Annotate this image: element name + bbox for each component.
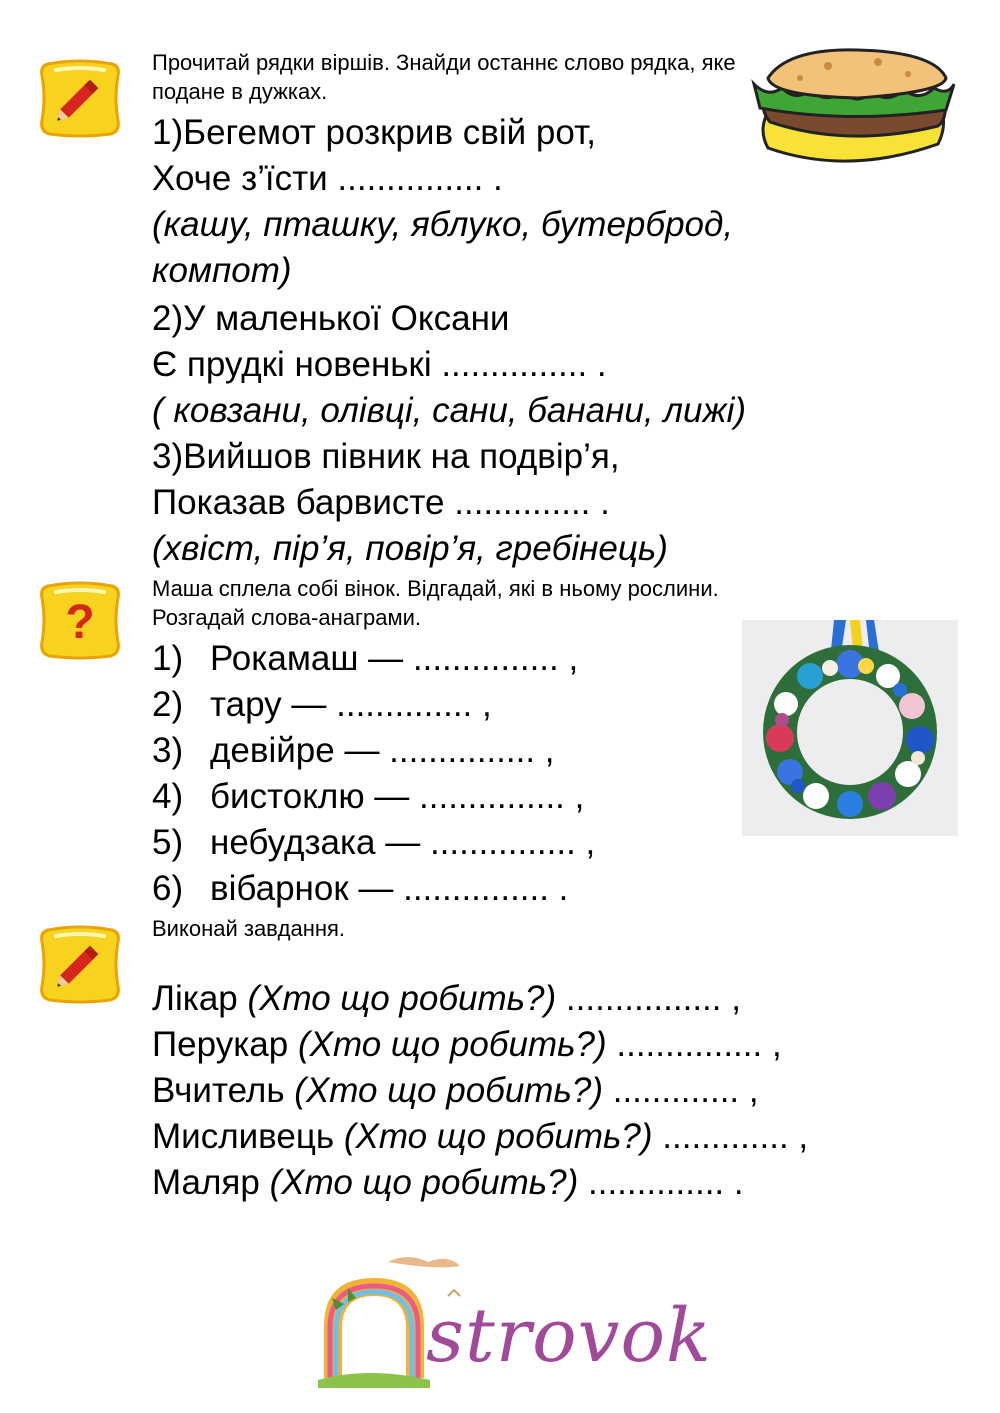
anagram-item: 1) Рокамаш — ............... , [152, 639, 579, 678]
question-badge [38, 578, 122, 662]
task-row: Вчитель (Хто що робить?) ............. , [152, 1071, 759, 1110]
task-row: Мисливець (Хто що робить?) ............. , [152, 1117, 809, 1156]
anagram-item: 2) тару — .............. , [152, 685, 492, 724]
pencil-icon [38, 56, 122, 140]
section2-instruction-line-1: Маша сплела собі вінок. Відгадай, які в ньому рослини. [152, 576, 719, 601]
anagram-item: 5) небудзака — ............... , [152, 823, 596, 862]
anagram-item: 4) бистоклю — ............... , [152, 777, 585, 816]
logo-text: strovok [426, 1293, 712, 1379]
pencil-icon [38, 922, 122, 1006]
poem-3-line-1: 3)Вийшов півник на подвір’я, [152, 437, 620, 476]
flower-wreath-image [742, 620, 958, 836]
section2-instruction-line-2: Розгадай слова-анаграми. [152, 605, 421, 630]
task-row: Маляр (Хто що робить?) .............. . [152, 1163, 744, 1202]
poem-2-line-2: Є прудкі новенькі ............... . [152, 345, 607, 384]
pencil-badge-1 [38, 56, 122, 140]
poem-1-options: (кашу, пташку, яблуко, бутерброд, компот) [152, 205, 734, 290]
poem-2-line-1: 2)У маленької Оксани [152, 299, 510, 338]
section1-instruction: Прочитай рядки віршів. Знайди останнє слово рядка, яке подане в дужках. [152, 50, 736, 104]
poem-3-line-2: Показав барвисте .............. . [152, 483, 610, 522]
anagram-item: 3) девійре — ............... , [152, 731, 555, 770]
anagram-item: 6) вібарнок — ............... . [152, 869, 569, 908]
task-row: Перукар (Хто що робить?) ............... , [152, 1025, 782, 1064]
pencil-badge-2 [38, 922, 122, 1006]
question-mark-icon [38, 578, 122, 662]
ostrovok-logo [318, 1248, 758, 1398]
poem-2-options: ( ковзани, олівці, сани, банани, лижі) [152, 391, 747, 430]
svg-text:?: ? [65, 596, 95, 649]
task-row: Лікар (Хто що робить?) ................ , [152, 979, 741, 1018]
sandwich-icon [748, 40, 958, 175]
poem-1-line-1: 1)Бегемот розкрив свій рот, [152, 113, 596, 152]
poem-1-line-2: Хоче з’їсти ............... . [152, 159, 503, 198]
poem-3-options: (хвіст, пір’я, повір’я, гребінець) [152, 529, 668, 568]
section3-instruction: Виконай завдання. [152, 916, 346, 941]
